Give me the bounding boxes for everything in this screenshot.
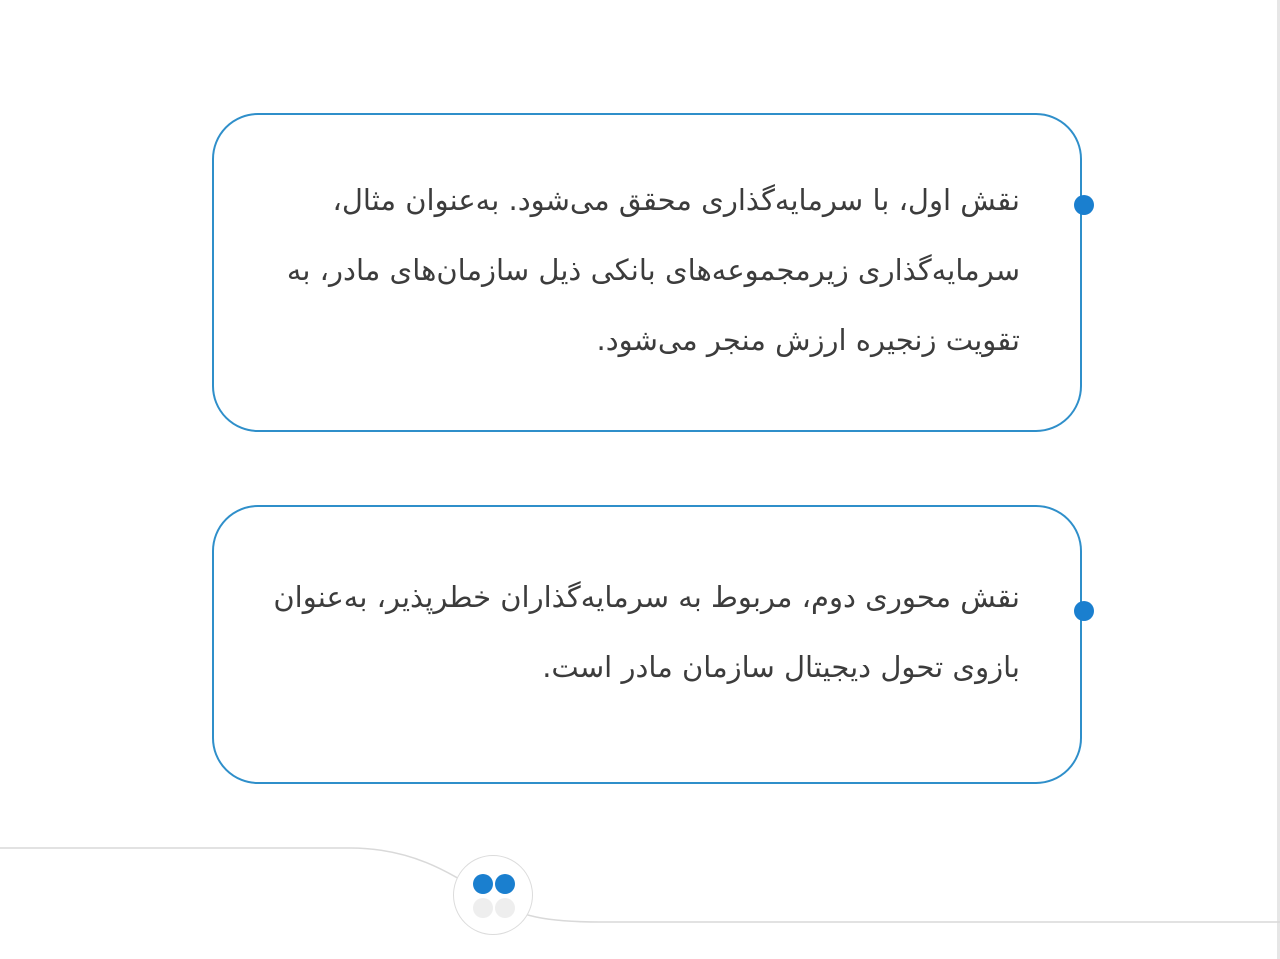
info-card-1-text: نقش اول، با سرمایه‌گذاری محقق می‌شود. به‌عنوان مثال، سرمایه‌گذاری زیرمجموعه‌های بانکی ذیل سازمان‌های مادر، به تقویت زنجیره ارزش منجر می‌شود. — [286, 183, 1020, 357]
info-card-2-text: نقش محوری دوم، مربوط به سرمایه‌گذاران خطرپذیر، به‌عنوان بازوی تحول دیجیتال سازمان مادر است. — [273, 580, 1020, 684]
pager-dot-active-icon — [473, 874, 493, 894]
bullet-dot-icon — [1074, 601, 1094, 621]
pager-dot-active-icon — [495, 874, 515, 894]
pager-dot-inactive-icon — [495, 898, 515, 918]
info-card-2 — [212, 505, 1082, 784]
info-card-1 — [212, 113, 1082, 432]
pager-dot-inactive-icon — [473, 898, 493, 918]
bullet-dot-icon — [1074, 195, 1094, 215]
slide-pager-button[interactable] — [453, 855, 533, 935]
